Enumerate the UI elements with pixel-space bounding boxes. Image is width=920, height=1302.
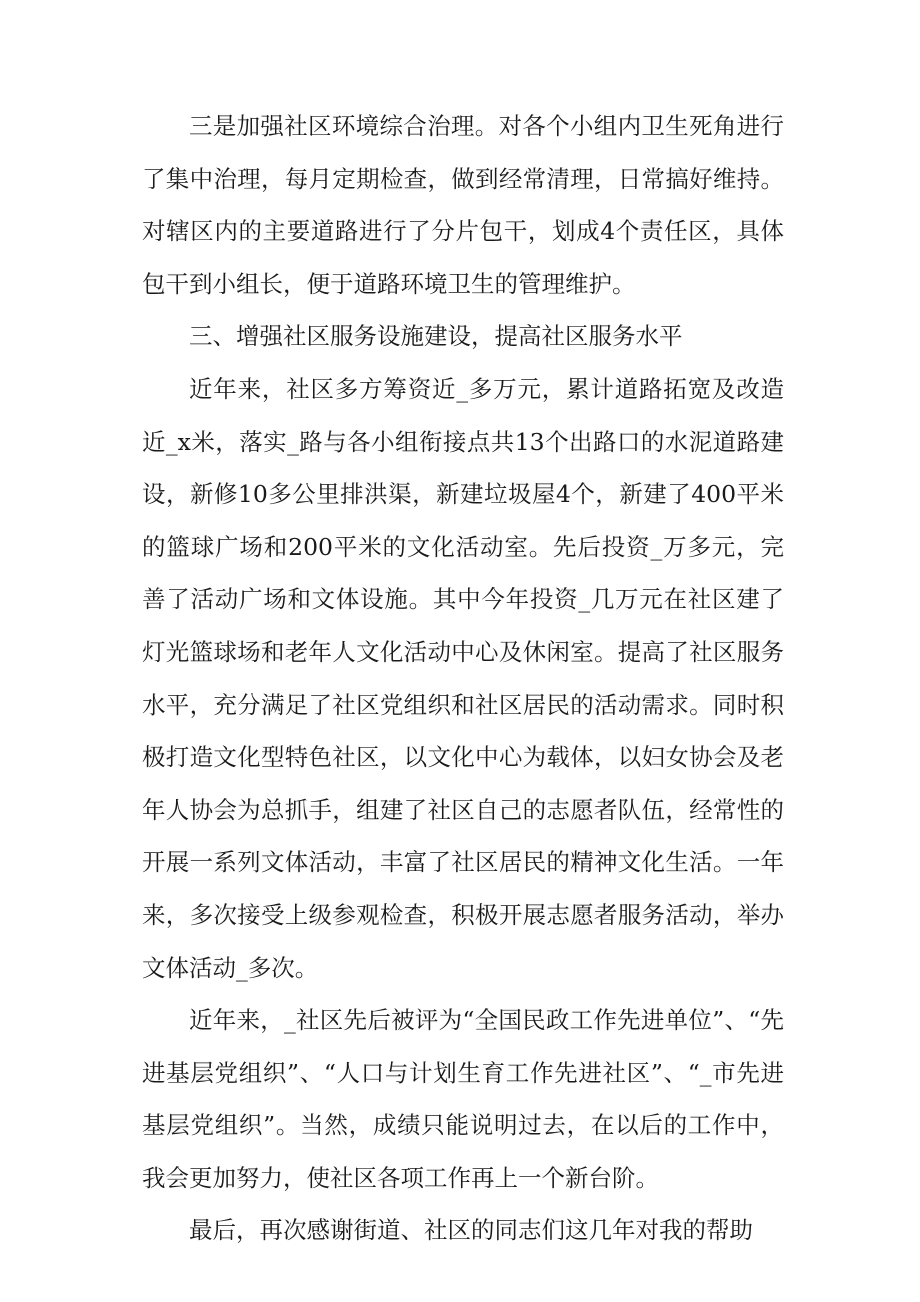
document-body (142, 100, 784, 1257)
paragraph-environment-governance: 三是加强社区环境综合治理。对各个小组内卫生死角进行了集中治理，每月定期检查，做到经常清理，日常搞好维持。对辖区内的主要道路进行了分片包干，划成4个责任区，具体包干到小组长，便于道路环境卫生的管理维护。 (142, 112, 784, 298)
section-heading-service-facilities: 三、增强社区服务设施建设，提高社区服务水平 (189, 322, 683, 351)
paragraph-honors: 近年来，_社区先后被评为“全国民政工作先进单位”、“先进基层党组织”、“人口与计划生育工作先进社区”、“_市先进基层党组织”。当然，成绩只能说明过去，在以后的工作中，我会更加努力，使社区各项工作再上一个新台阶。 (142, 1006, 784, 1192)
paragraph-facility-investment: 近年来，社区多方筹资近_多万元，累计道路拓宽及改造近_x米，落实_路与各小组衔接点共13个出路口的水泥道路建设，新修10多公里排洪渠，新建垃圾屋4个，新建了400平米的篮球广场和200平米的文化活动室。先后投资_万多元，完善了活动广场和文体设施。其中今年投资_几万元在社区建了灯光篮球场和老年人文化活动中心及休闲室。提高了社区服务水平，充分满足了社区党组织和社区居民的活动需求。同时积极打造文化型特色社区，以文化中心为载体，以妇女协会及老年人协会为总抓手，组建了社区自己的志愿者队伍，经常性的开展一系列文体活动，丰富了社区居民的精神文化生活。一年来，多次接受上级参观检查，积极开展志愿者服务活动，举办文体活动_多次。 (142, 374, 784, 982)
paragraph-closing-thanks: 最后，再次感谢街道、社区的同志们这几年对我的帮助 (189, 1216, 753, 1245)
